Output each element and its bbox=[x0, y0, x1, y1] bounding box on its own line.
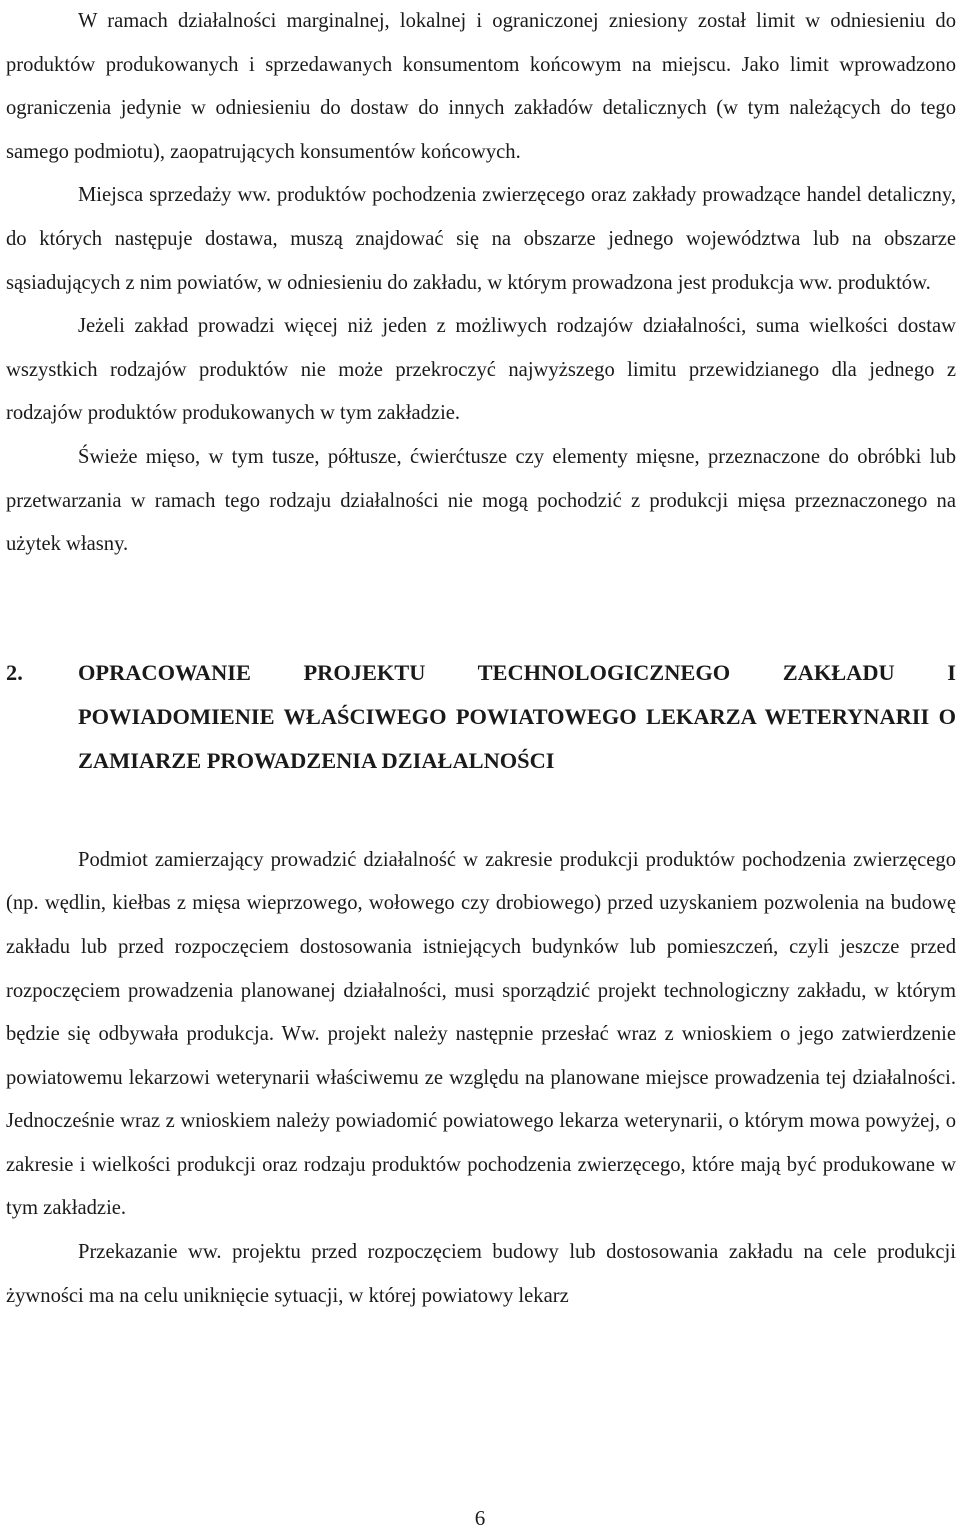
paragraph-project-submission: Przekazanie ww. projektu przed rozpoczęciem budowy lub dostosowania zakładu na cele produkcji żywności ma na celu uniknięcie sytuacji, w której powiatowy lekarz bbox=[6, 1241, 956, 1307]
paragraph-points-of-sale: Miejsca sprzedaży ww. produktów pochodzenia zwierzęcego oraz zakłady prowadzące handel detaliczny, do których następuje dostawa, muszą znajdować się na obszarze jednego województwa lub na obszarze sąsiadujących z nim powiatów, w odniesieniu do zakładu, w którym prowadzona jest produkcja ww. produktów. bbox=[6, 184, 956, 294]
paragraph-marginal-activity: W ramach działalności marginalnej, lokalnej i ograniczonej zniesiony został limit w odniesieniu do produktów produkowanych i sprzedawanych konsumentom końcowym na miejscu. Jako limit wprowadzono ograniczenia jedynie w odniesieniu do dostaw do innych zakładów detalicznych (w tym należących do tego samego podmiotu), zaopatrujących konsumentów końcowych. bbox=[6, 10, 956, 163]
page-number: 6 bbox=[474, 1506, 486, 1530]
paragraph-multiple-activities: Jeżeli zakład prowadzi więcej niż jeden z możliwych rodzajów działalności, suma wielkości dostaw wszystkich rodzajów produktów nie może przekroczyć najwyższego limitu przewidzianego dla jednego z rodzajów produktów produkowanych w tym zakładzie. bbox=[6, 315, 956, 425]
section-heading bbox=[6, 651, 956, 783]
paragraph-technological-project: Podmiot zamierzający prowadzić działalność w zakresie produkcji produktów pochodzenia zwierzęcego (np. wędlin, kiełbas z mięsa wieprzowego, wołowego czy drobiowego) przed uzyskaniem pozwolenia na budowę zakładu lub przed rozpoczęciem dostosowania istniejących budynków lub pomieszczeń, czyli jeszcze przed rozpoczęciem prowadzenia planowanej działalności, musi sporządzić projekt technologiczny zakładu, w którym będzie się odbywała produkcja. Ww. projekt należy następnie przesłać wraz z wnioskiem o jego zatwierdzenie powiatowemu lekarzowi weterynarii właściwemu ze względu na planowane miejsce prowadzenia tej działalności. Jednocześnie wraz z wnioskiem należy powiadomić powiatowego lekarza weterynarii, o którym mowa powyżej, o zakresie i wielkości produkcji oraz rodzaju produktów pochodzenia zwierzęcego, które mają być produkowane w tym zakładzie. bbox=[6, 848, 956, 1220]
paragraph-fresh-meat: Świeże mięso, w tym tusze, półtusze, ćwierćtusze czy elementy mięsne, przeznaczone do obróbki lub przetwarzania w ramach tego rodzaju działalności nie mogą pochodzić z produkcji mięsa przeznaczonego na użytek własny. bbox=[6, 445, 956, 556]
document-page bbox=[6, 0, 956, 1318]
section-title: OPRACOWANIE PROJEKTU TECHNOLOGICZNEGO ZAKŁADU I POWIADOMIENIE WŁAŚCIWEGO POWIATOWEGO LEKARZA WETERYNARII O ZAMIARZE PROWADZENIA DZIAŁALNOŚCI bbox=[78, 659, 956, 773]
section-number: 2. bbox=[6, 659, 23, 685]
